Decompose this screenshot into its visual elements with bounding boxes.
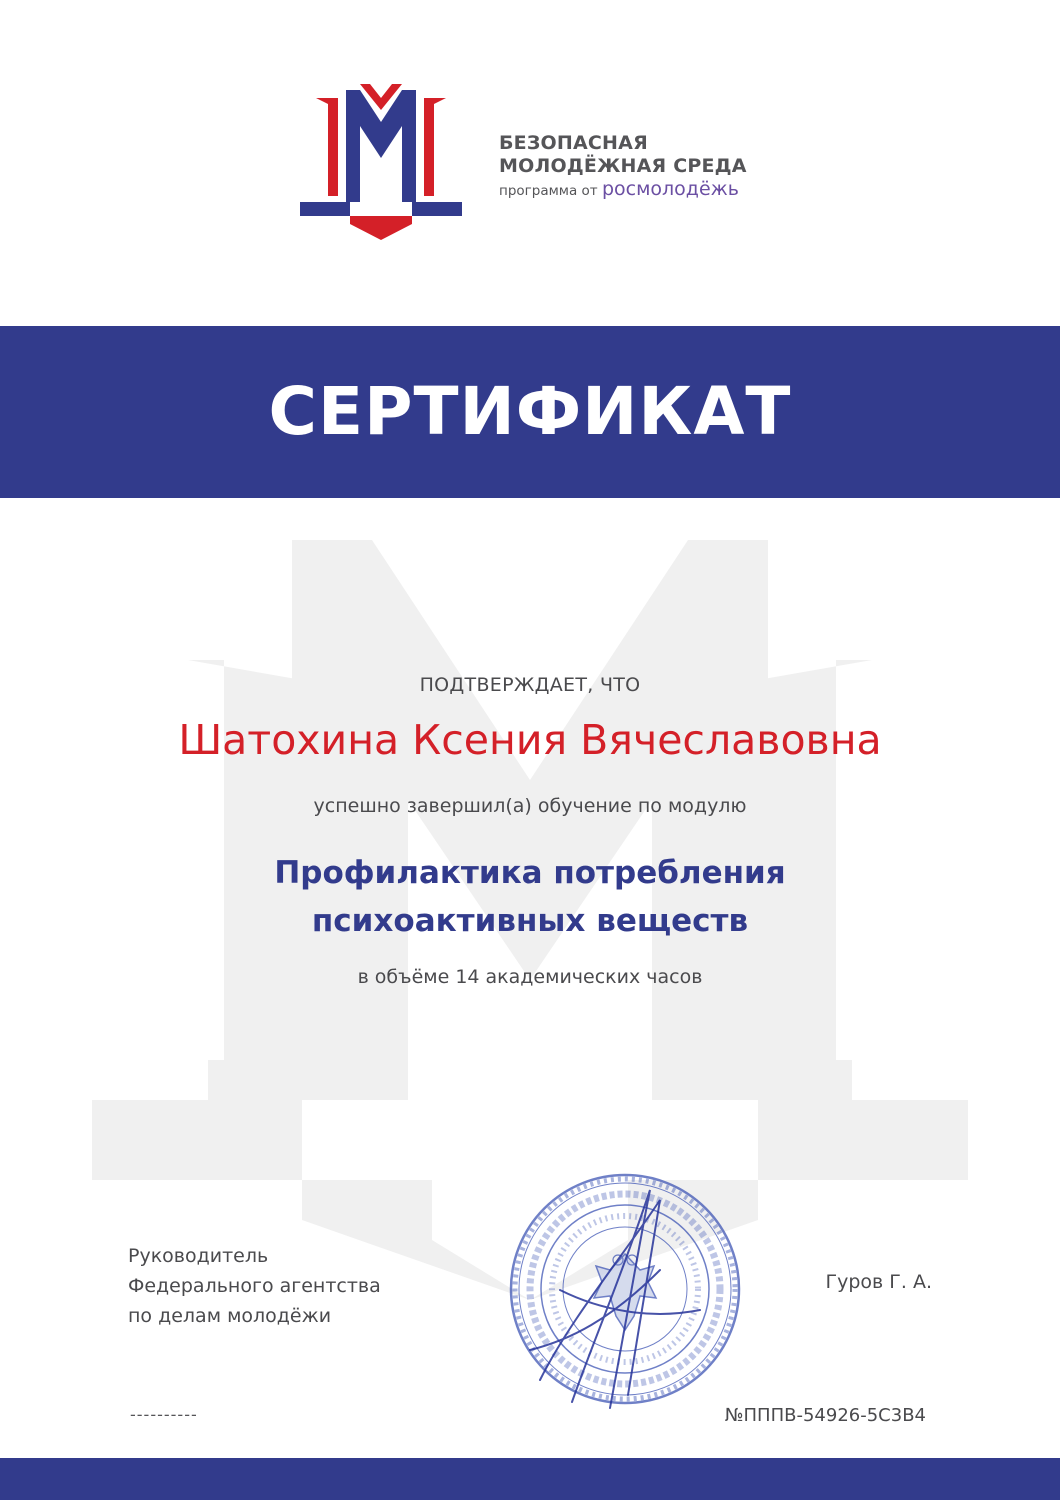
signature-scrawl [500,1170,710,1415]
signer-position-line-3: по делам молодёжи [128,1305,332,1327]
logo-wordmark [499,132,747,202]
safe-youth-logo-icon [298,84,464,240]
signer-position [128,1241,381,1331]
logo-program-prefix: программа от [499,183,598,199]
title-band [0,326,1060,498]
bottom-bar [0,1458,1060,1500]
logo-line-2: МОЛОДЁЖНАЯ СРЕДА [499,155,747,177]
course-title-line-1: Профилактика потребления [274,855,786,891]
signer-position-line-2: Федерального агентства [128,1275,381,1297]
certificate-title: СЕРТИФИКАТ [268,373,792,450]
certificate-number: №ПППВ-54926-5C3B4 [724,1405,926,1426]
logo-brand: росмолодёжь [601,178,739,200]
logo-line-1: БЕЗОПАСНАЯ [499,132,648,154]
signature-placeholder: ---------- [130,1405,198,1424]
hours-text: в объёме 14 академических часов [357,966,703,988]
completed-text: успешно завершил(а) обучение по модулю [313,795,747,817]
recipient-name: Шатохина Ксения Вячеславовна [178,716,882,764]
course-title-line-2: психоактивных веществ [311,903,749,939]
logo-program-line [499,178,747,202]
course-title [0,849,1060,945]
signer-name: Гуров Г. А. [825,1271,932,1293]
signer-position-line-1: Руководитель [128,1245,269,1267]
confirms-text: ПОДТВЕРЖДАЕТ, ЧТО [419,674,641,696]
